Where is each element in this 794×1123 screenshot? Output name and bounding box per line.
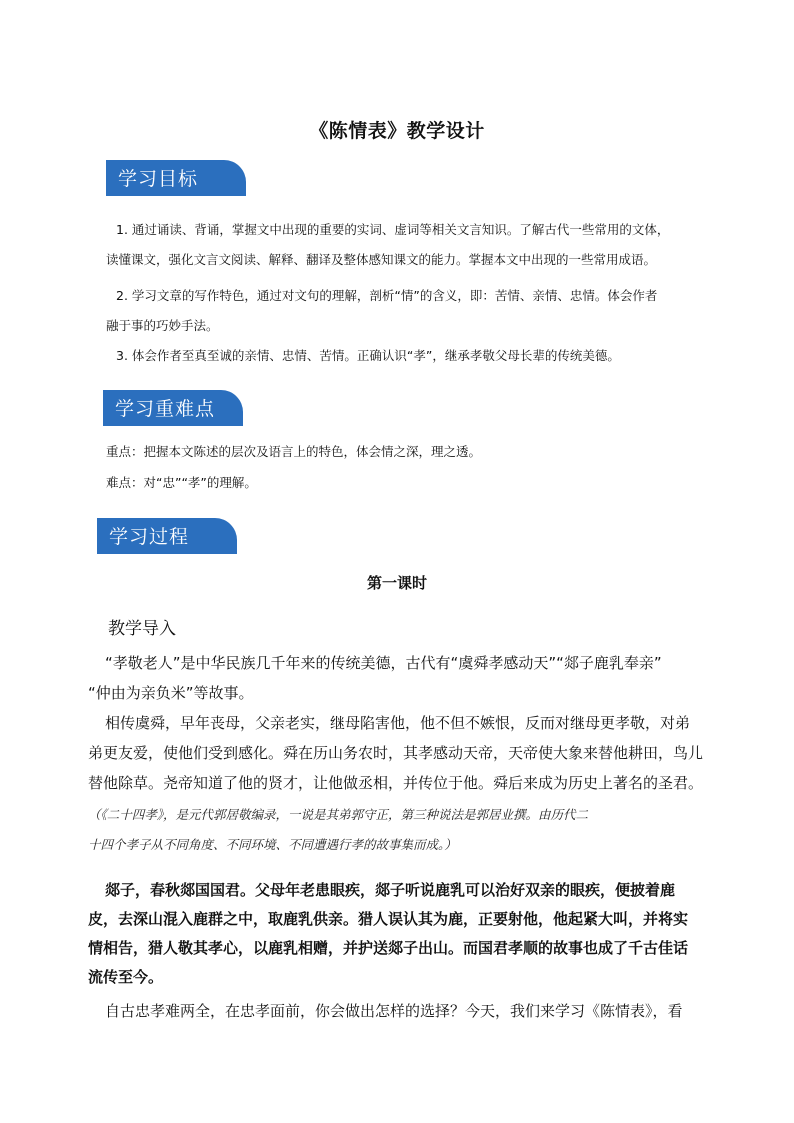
focus-text: 重点：把握本文陈述的层次及语言上的特色，体会情之深，理之透。 (106, 444, 482, 459)
objective-item-1: 1. 通过诵读、背诵，掌握文中出现的重要的实词、虚词等相关文言知识。了解古代一些常用的文体， 读懂课文，强化文言文阅读、解释、翻译及整体感知课文的能力。掌握本文中出现的一些常用成语。 (106, 222, 670, 267)
section-header-process (97, 518, 717, 554)
objective-item-2: 2. 学习文章的写作特色，通过对文句的理解，剖析“情”的含义，即：苦情、亲情、忠情。体会作者 融于事的巧妙手法。 (106, 288, 658, 333)
section-heading-objectives: 学习目标 (118, 168, 199, 190)
document-title: 《陈情表》教学设计 (309, 120, 485, 142)
closing-paragraph: 自古忠孝难两全，在忠孝面前，你会做出怎样的选择？今天，我们来学习《陈情表》，看 (105, 1002, 683, 1020)
difficulty-text: 难点：对“忠”“孝”的理解。 (106, 475, 257, 490)
intro-paragraph: “孝敬老人”是中华民族几千年来的传统美德，古代有“虞舜孝感动天”“郯子鹿乳奉亲” “仲由为亲负米”等故事。 (88, 654, 662, 702)
section-heading-key-points: 学习重难点 (115, 398, 216, 420)
shun-story-paragraph: 相传虞舜，早年丧母，父亲老实，继母陷害他，他不但不嫉恨，反而对继母更孝敬，对弟 弟更友爱，使他们受到感化。舜在历山务农时，其孝感动天帝，天帝使大象来替他耕田，鸟儿 替他除草。尧帝知道了他的贤才，让他做丞相，并传位于他。舜后来成为历史上著名的圣君。 (88, 714, 704, 792)
section-heading-process: 学习过程 (109, 526, 190, 548)
section-header-key-points (103, 390, 723, 426)
twenty-four-filial-note: （《二十四孝》，是元代郭居敬编录，一说是其弟郭守正，第三种说法是郭居业撰。由历代二 十四个孝子从不同角度、不同环境、不同遭遇行孝的故事集而成。） (88, 807, 589, 852)
section-header-objectives (106, 160, 726, 196)
tanzi-story-paragraph: 郯子，春秋郯国国君。父母年老患眼疾，郯子听说鹿乳可以治好双亲的眼疾，便披着鹿 皮，去深山混入鹿群之中，取鹿乳供亲。猎人误认其为鹿，正要射他，他起紧大叫，并将实 情相告，猎人敬其孝心，以鹿乳相赠，并护送郯子出山。而国君孝顺的故事也成了千古佳话 流传至今。 (88, 881, 689, 986)
objective-item-3: 3. 体会作者至真至诚的亲情、忠情、苦情。正确认识“孝”，继承孝敬父母长辈的传统美德。 (116, 348, 620, 363)
lead-in-heading: 教学导入 (108, 619, 176, 639)
lesson-title: 第一课时 (366, 574, 427, 592)
